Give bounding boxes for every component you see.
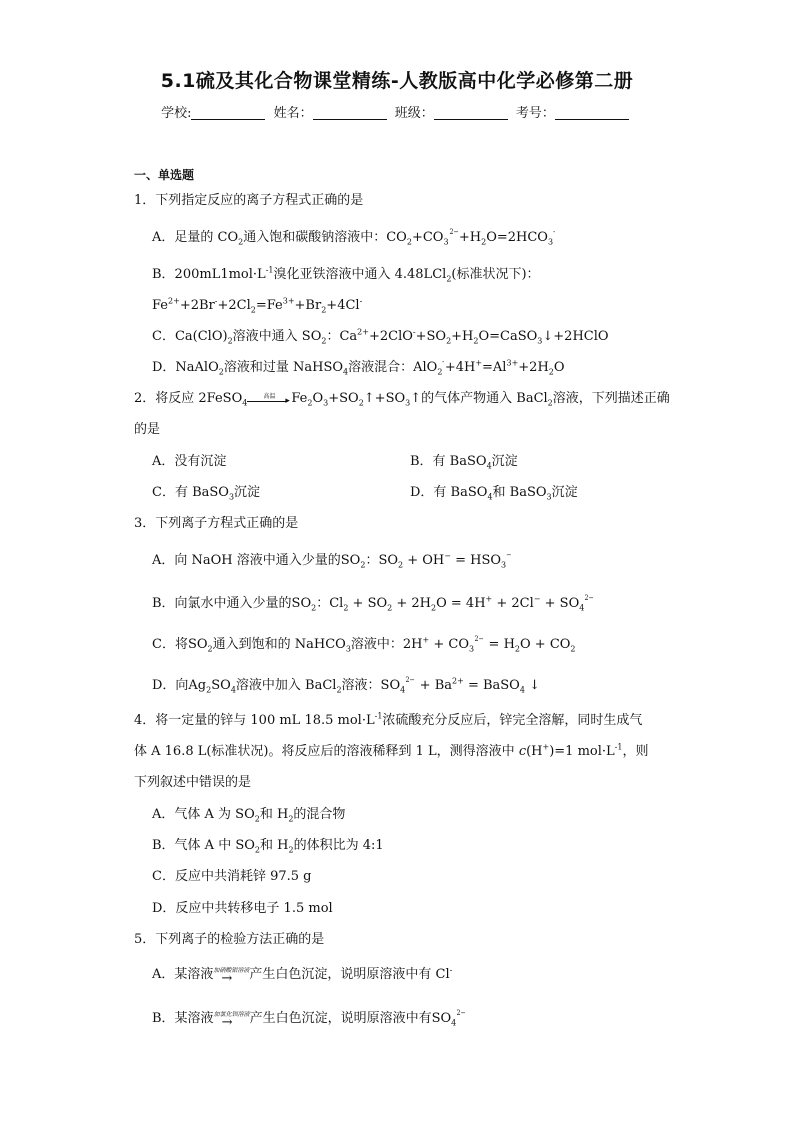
question-4-option-a: A．气体 A 为 $SO_2$和 $H_2$的混合物 — [152, 807, 346, 824]
student-info-row — [0, 102, 794, 121]
document-title: 5.1硫及其化合物课堂精练-人教版高中化学必修第二册 — [160, 70, 634, 92]
question-2-option-c: C．有 BaSO$_3$沉淀 — [152, 485, 261, 502]
question-4-option-b: B．气体 A 中 $SO_2$和 $H_2$的体积比为 4:1 — [152, 838, 384, 855]
question-3-option-d: D．向$Ag_2SO_4$溶液中加入 BaCl$_2$溶液：$SO_42- + Ba^{2+}$ = BaSO$_4$ ↓ — [152, 676, 540, 695]
name-label: 姓名： — [273, 106, 313, 121]
school-blank[interactable] — [191, 106, 265, 120]
question-4-stem: 4．将一定量的锌与 100 mL 18.5 $mol\cdot L^{-1}$浓硫酸充分反应后，锌完全溶解，同时生成气 — [134, 711, 643, 728]
question-3-option-a: A．向 NaOH 溶液中通入少量的$SO_2$：$SO_2 + OH^- = HSO_3-$ — [152, 551, 512, 570]
class-blank[interactable] — [434, 106, 508, 120]
question-1-option-d: D．NaAlO$_2$溶液和过量 NaHSO$_4$溶液混合：$AlO_2-+4H^+=Al^{3+}+2H_2O$ — [152, 358, 565, 377]
question-4-option-c: C．反应中共消耗锌 97.5 g — [152, 869, 312, 884]
school-label: 学校: — [161, 106, 192, 121]
name-blank[interactable] — [313, 106, 387, 120]
question-4-option-d: D．反应中共转移电子 1.5 mol — [152, 901, 333, 916]
question-5-option-a: A．某溶液 加硝酸银溶液 → 产生白色沉淀，说明原溶液中有 Cl- — [152, 965, 453, 986]
question-1-option-b: B．$200mL1mol\cdot L^{-1}$溴化亚铁溶液中通入 4.48LCl$_2$(标准状况下)： — [152, 265, 540, 284]
reaction-arrow-icon: 加氯化钡溶液 → — [213, 1010, 250, 1030]
question-5-option-b: B．某溶液 加氯化钡溶液 → 产生白色沉淀，说明原溶液中有$SO_42-$ — [152, 1009, 467, 1030]
question-2-stem: 2．将反应 2FeSO$_4$ 高温 ▸ $Fe_2O_3+SO_2↑+SO_3↑$的气体产物通入 BaCl$_2$溶液，下列描述正确 — [134, 391, 670, 408]
question-3-stem: 3．下列离子方程式正确的是 — [134, 516, 299, 531]
question-5-stem: 5．下列离子的检验方法正确的是 — [134, 932, 325, 947]
question-1-stem: 1．下列指定反应的离子方程式正确的是 — [134, 193, 364, 208]
exam-number-label: 考号： — [515, 106, 555, 121]
question-2-option-a: A．没有沉淀 — [152, 454, 227, 469]
question-3-option-c: C．将$SO_2$通入到饱和的 NaHCO$_3$溶液中：$2H^+ + CO_32- = H_2O + CO_2$ — [152, 635, 576, 654]
reaction-arrow-icon: 高温 ▸ — [247, 392, 291, 406]
class-label: 班级： — [394, 106, 434, 121]
question-2-stem-cont: 的是 — [134, 422, 161, 437]
question-2-option-b: B．有 BaSO$_4$沉淀 — [410, 454, 518, 471]
reaction-arrow-icon: 加硝酸银溶液 → — [213, 966, 250, 986]
section-heading: 一、单选题 — [134, 168, 195, 182]
exam-number-blank[interactable] — [555, 106, 629, 120]
question-4-stem-line-3: 下列叙述中错误的是 — [134, 775, 252, 790]
question-4-stem-line-2: 体 A 16.8 L(标准状况)。将反应后的溶液稀释到 1 L，测得溶液中 c(H+)=1 $mol\cdot L^{-1}$，则 — [134, 742, 649, 759]
question-1-option-b-equation: $Fe^{2+}+2Br^-+2Cl_2=Fe^{3+}+Br_2+4Cl^-$ — [152, 296, 363, 315]
question-3-option-b: B．向氯水中通入少量的$SO_2$：$Cl_2 + SO_2 + 2H_2O = 4H^+ + 2Cl^- + SO_42-$ — [152, 594, 595, 613]
question-1-option-a: A．足量的 $CO_2$通入饱和碳酸钠溶液中：$CO_2+CO_32-+H_2O=2HCO_3-$ — [152, 228, 556, 247]
question-2-option-d: D．有 BaSO$_4$和 BaSO$_3$沉淀 — [410, 485, 578, 502]
question-1-option-c: C．$Ca(ClO)_2$溶液中通入 $SO_2$：$Ca^{2+}+2ClO^-+SO_2+H_2O=CaSO_3↓+2HClO$ — [152, 327, 609, 346]
